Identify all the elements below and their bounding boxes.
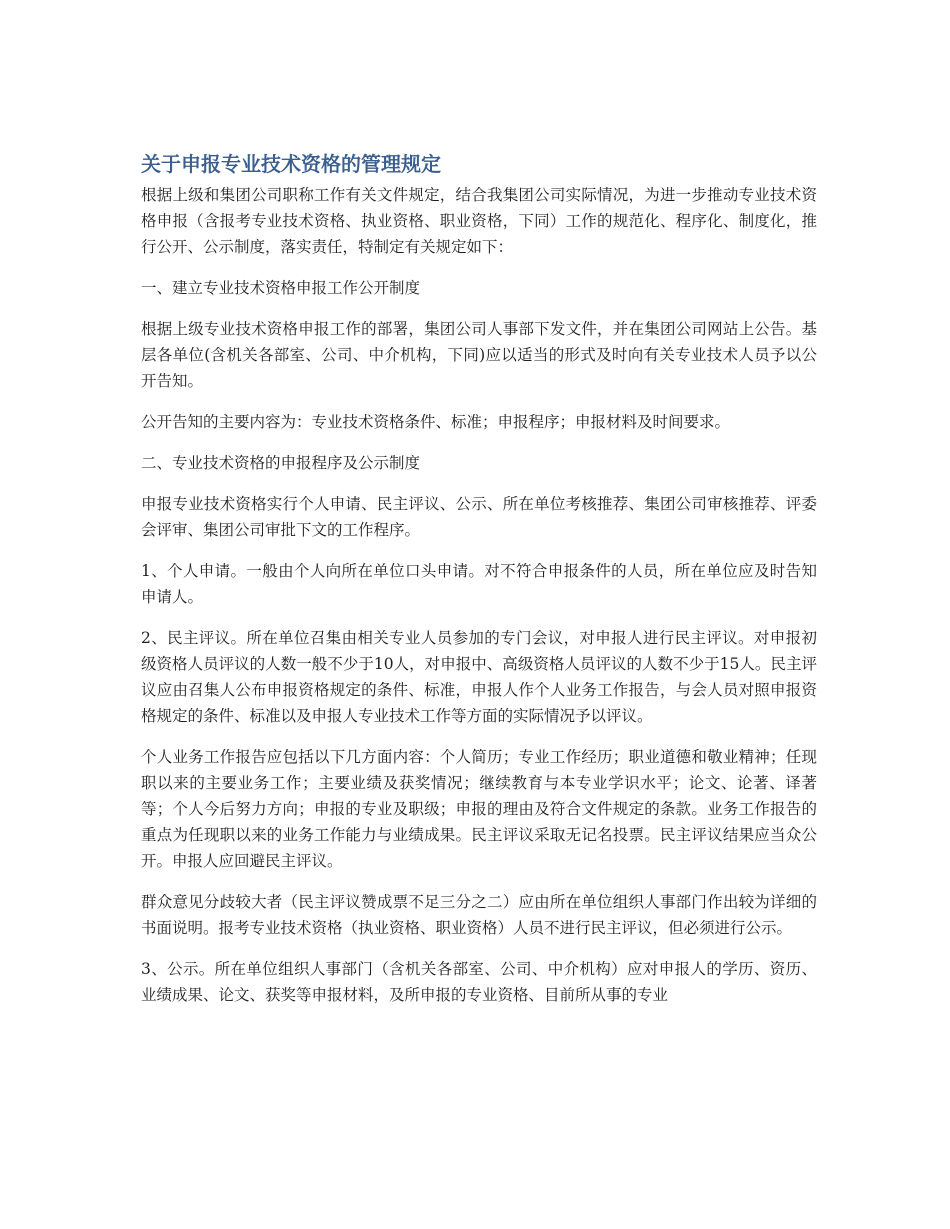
document-page [141, 150, 817, 1023]
paragraph-notice-content: 公开告知的主要内容为：专业技术资格条件、标准；申报程序；申报材料及时间要求。 [141, 413, 731, 431]
document-title: 关于申报专业技术资格的管理规定 [141, 152, 441, 176]
section-heading-1: 一、建立专业技术资格申报工作公开制度 [141, 279, 421, 297]
paragraph-step-3: 3、公示。所在单位组织人事部门（含机关各部室、公司、中介机构）应对申报人的学历、资历、业绩成果、论文、获奖等申报材料，及所申报的专业资格、目前所从事的专业 [141, 960, 817, 1004]
intro-paragraph: 根据上级和集团公司职称工作有关文件规定，结合我集团公司实际情况，为进一步推动专业技术资格申报（含报考专业技术资格、执业资格、职业资格，下同）工作的规范化、程序化、制度化，推行公开、公示制度，落实责任，特制定有关规定如下： [141, 186, 817, 256]
paragraph-step-2: 2、民主评议。所在单位召集由相关专业人员参加的专门会议，对申报人进行民主评议。对申报初级资格人员评议的人数一般不少于10人，对申报中、高级资格人员评议的人数不少于15人。民主评议应由召集人公布申报资格规定的条件、标准，申报人作个人业务工作报告，与会人员对照申报资格规定的条件、标准以及申报人专业技术工作等方面的实际情况予以评议。 [141, 629, 817, 725]
section-heading-2: 二、专业技术资格的申报程序及公示制度 [141, 454, 421, 472]
paragraph-publication: 根据上级专业技术资格申报工作的部署，集团公司人事部下发文件，并在集团公司网站上公告。基层各单位(含机关各部室、公司、中介机构，下同)应以适当的形式及时向有关专业技术人员予以公开告知。 [141, 320, 817, 390]
paragraph-step-1: 1、个人申请。一般由个人向所在单位口头申请。对不符合申报条件的人员，所在单位应及时告知申请人。 [141, 562, 817, 606]
paragraph-work-report: 个人业务工作报告应包括以下几方面内容：个人简历；专业工作经历；职业道德和敬业精神；任现职以来的主要业务工作；主要业绩及获奖情况；继续教育与本专业学识水平；论文、论著、译著等；个人今后努力方向；申报的专业及职级；申报的理由及符合文件规定的条款。业务工作报告的重点为任现职以来的业务工作能力与业绩成果。民主评议采取无记名投票。民主评议结果应当众公开。申报人应回避民主评议。 [141, 748, 817, 870]
paragraph-procedure: 申报专业技术资格实行个人申请、民主评议、公示、所在单位考核推荐、集团公司审核推荐、评委会评审、集团公司审批下文的工作程序。 [141, 495, 817, 539]
paragraph-disagreement: 群众意见分歧较大者（民主评议赞成票不足三分之二）应由所在单位组织人事部门作出较为详细的书面说明。报考专业技术资格（执业资格、职业资格）人员不进行民主评议，但必须进行公示。 [141, 893, 817, 937]
